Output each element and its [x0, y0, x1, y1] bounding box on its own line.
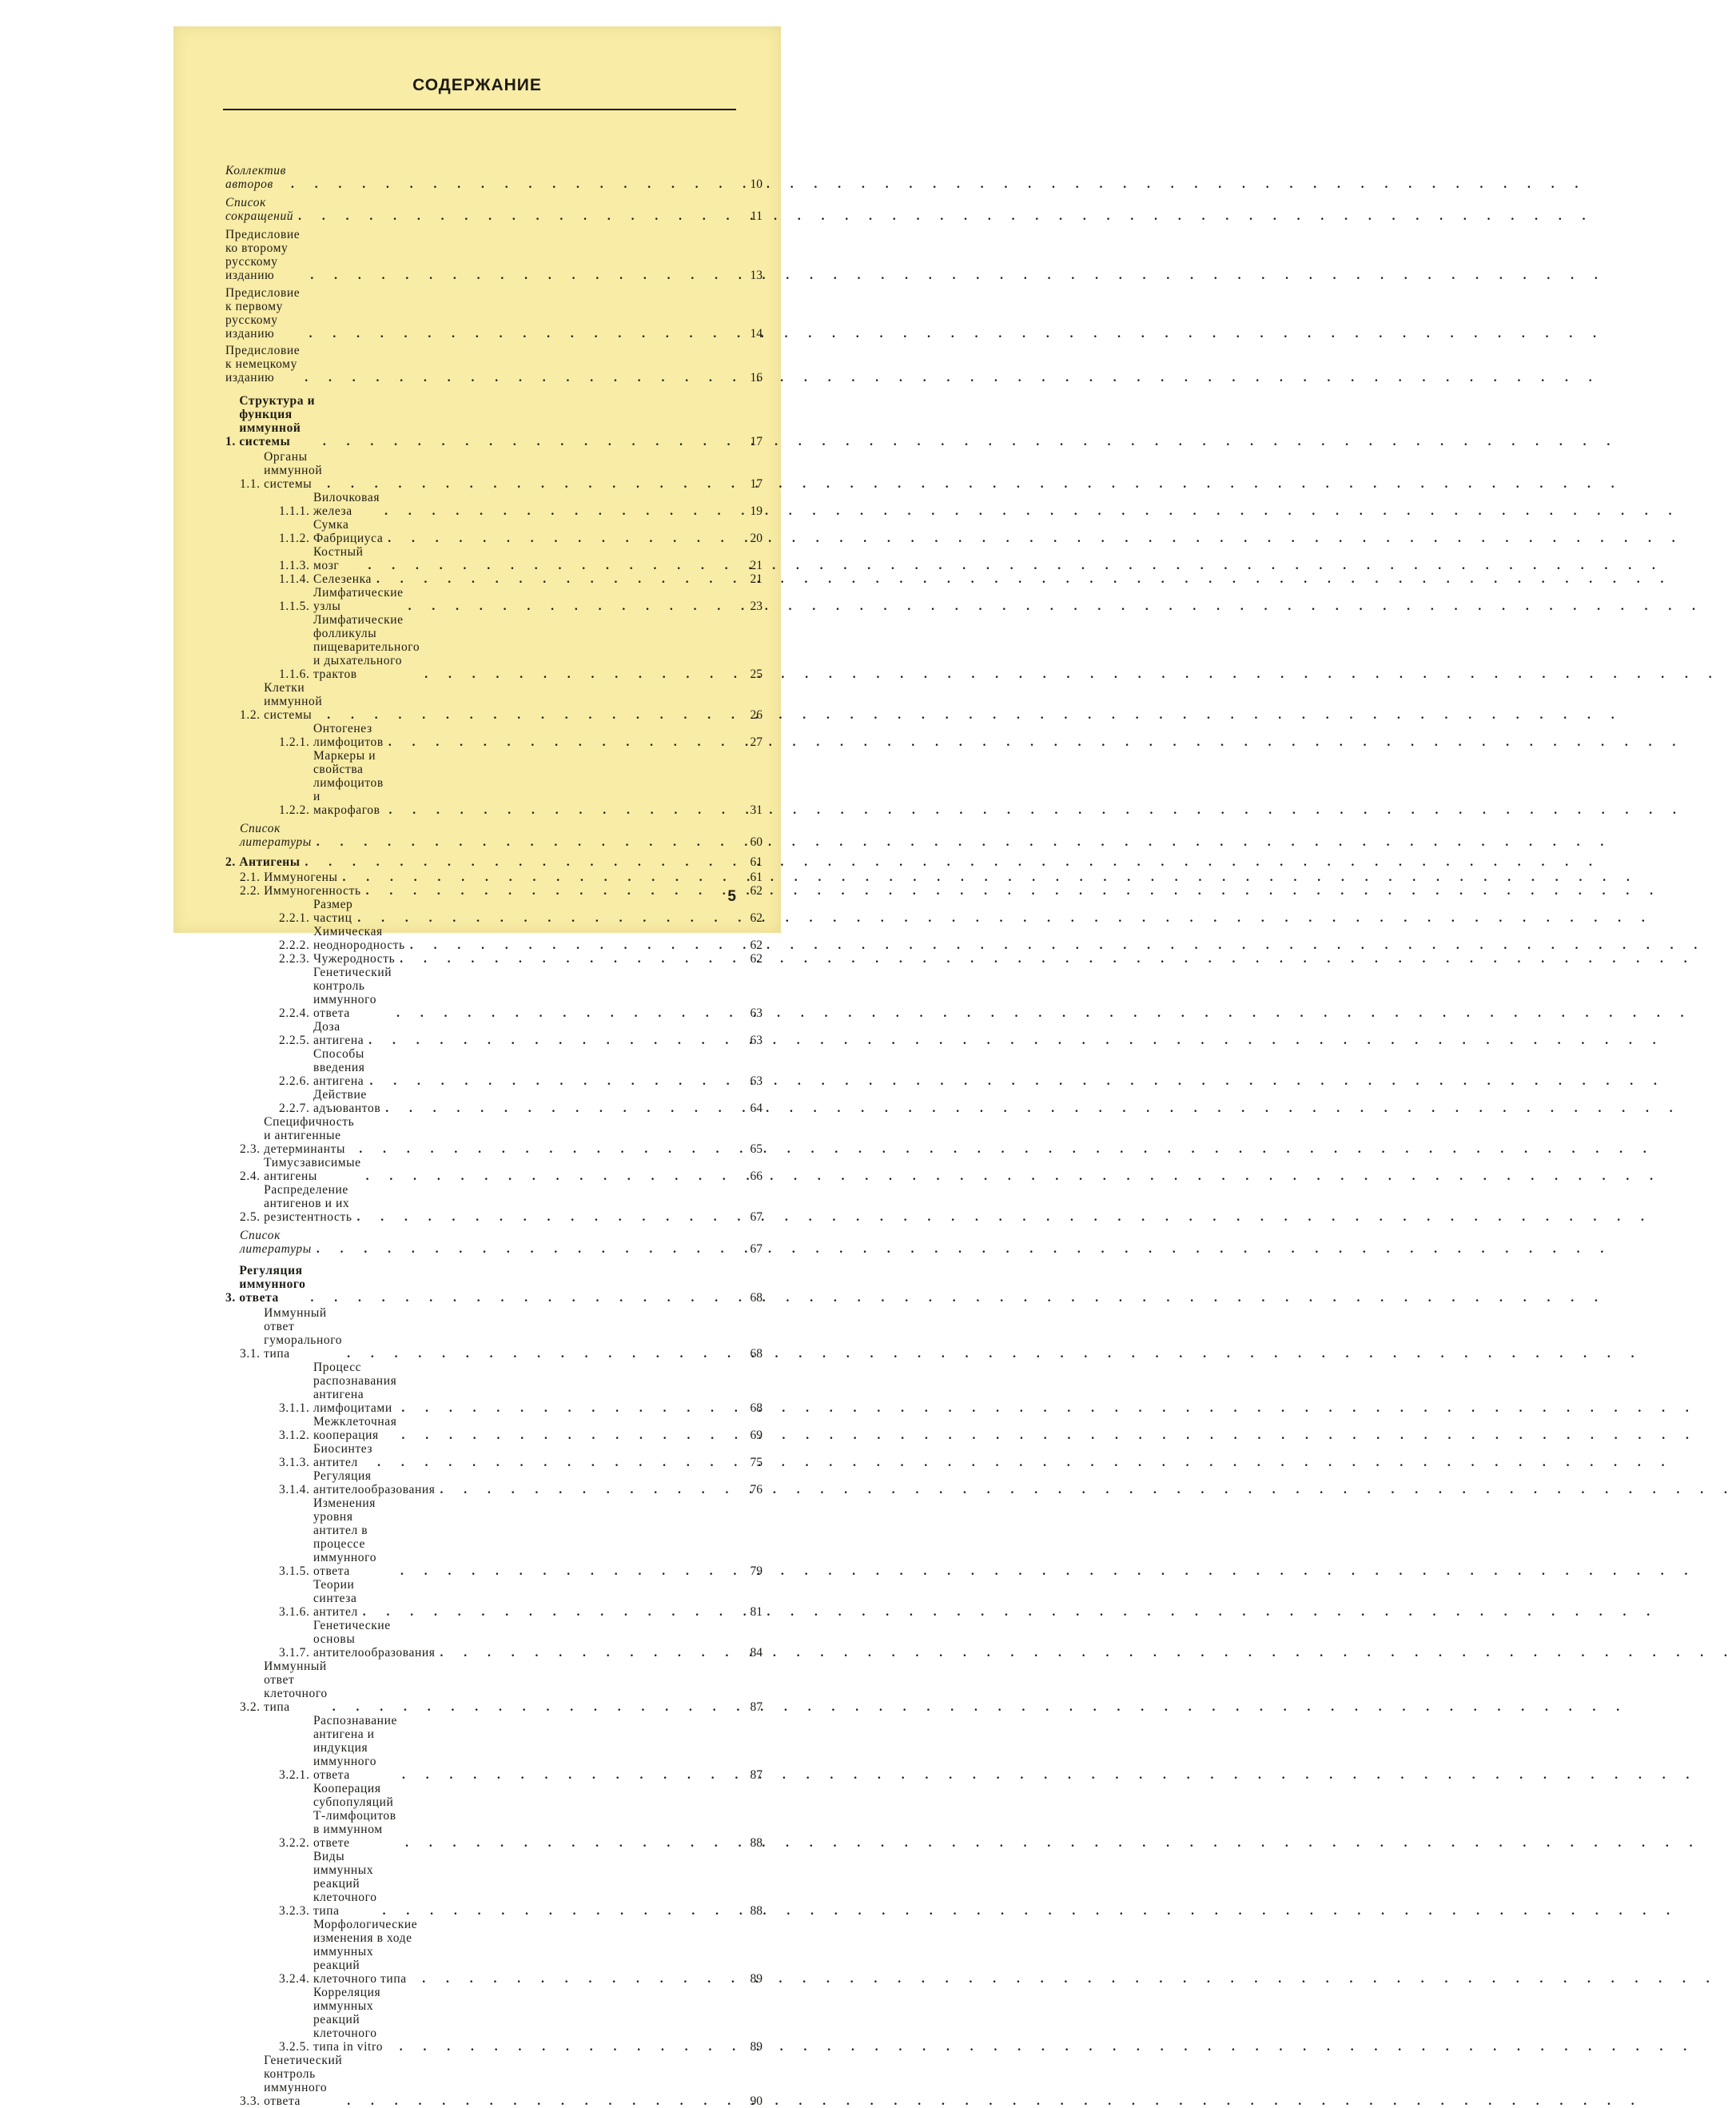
toc-entry-number: 1.1. [240, 477, 265, 491]
toc-entry-number: 3.1.6. [279, 1605, 313, 1619]
dot-leader [400, 1836, 727, 1850]
dot-leader [417, 1972, 727, 1986]
dot-leader [392, 1006, 727, 1020]
toc-entry-title: Генетический контроль иммунного ответа [264, 2054, 343, 2108]
toc-entry-title: Виды иммунных реакций клеточного типа [313, 1850, 377, 1918]
toc-entry-number: 3. [225, 1291, 240, 1305]
dot-leader [318, 435, 727, 448]
toc-entry [225, 228, 762, 282]
dot-leader [342, 2094, 727, 2108]
toc-entry [225, 196, 762, 223]
toc-entry-title: Специфичность и антигенные детерминанты [264, 1115, 355, 1156]
toc-entry [225, 1660, 762, 1714]
toc-entry-title: Список литературы [240, 822, 312, 849]
toc-entry-title: Клетки иммунной системы [264, 681, 323, 722]
toc-entry-number: 1.1.6. [279, 667, 313, 681]
toc-entry-page: 17 [750, 477, 762, 491]
toc-entry [225, 1496, 762, 1578]
toc-entry-page: 66 [750, 1170, 762, 1183]
dot-leader [372, 1456, 727, 1469]
toc-entry [225, 1264, 762, 1305]
toc-entry-number: 2.2. [240, 884, 265, 898]
dot-leader [420, 667, 727, 681]
toc-entry-title: Маркеры и свойства лимфоцитов и макрофагов [313, 749, 384, 817]
toc-entry-title: Костный мозг [313, 545, 364, 572]
toc-entry-page: 14 [750, 327, 762, 341]
toc-entry-number: 2.2.7. [279, 1102, 313, 1115]
toc-entry-page: 62 [750, 884, 762, 898]
toc-entry-page: 67 [750, 1242, 762, 1256]
toc-entry [225, 1469, 762, 1496]
dot-leader [384, 803, 728, 817]
toc-entry-title: Лимфатические фолликулы пищеварительного и дыхательного трактов [313, 613, 420, 681]
toc-entry-title: Предисловие к первому русскому изданию [225, 286, 301, 341]
toc-entry-title: Онтогенез лимфоцитов [313, 722, 384, 749]
toc-entry [225, 1986, 762, 2054]
toc-entry-number: 3.1.4. [279, 1483, 313, 1496]
dot-leader [364, 559, 727, 572]
toc-entry-page: 68 [750, 1291, 762, 1305]
toc-entry [225, 286, 762, 341]
toc-entry-title: Действие адъювантов [313, 1088, 381, 1115]
dot-leader [397, 1768, 727, 1782]
toc-entry [225, 1619, 762, 1660]
toc-entry-number: 2.4. [240, 1170, 265, 1183]
toc-entry-title: Распознавание антигена и индукция иммунного ответа [313, 1714, 397, 1782]
toc-entry-title: Теории синтеза антител [313, 1578, 358, 1619]
dot-leader [396, 1564, 727, 1578]
dot-leader [300, 371, 727, 385]
toc-entry-number: 3.2.5. [279, 2040, 313, 2054]
toc-entry-number: 3.2.4. [279, 1972, 313, 1986]
toc-entry-page: 76 [750, 1483, 762, 1496]
toc-entry-title: Селезенка [313, 572, 372, 586]
toc-entry-page: 87 [750, 1768, 762, 1782]
dot-leader [404, 600, 727, 613]
toc-entry-number: 3.1.2. [279, 1429, 313, 1442]
dot-leader [322, 708, 727, 722]
toc-entry-page: 90 [750, 2094, 762, 2108]
toc-entry-title: Иммуногенность [264, 884, 361, 898]
dot-leader [436, 1483, 728, 1496]
dot-leader [305, 269, 727, 282]
toc-entry-page: 27 [750, 735, 762, 749]
toc-entry [225, 884, 762, 898]
toc-entry-page: 21 [750, 572, 762, 586]
toc-entry [225, 344, 762, 385]
toc-entry-page: 75 [750, 1456, 762, 1469]
toc-entry [225, 898, 762, 925]
toc-entry-title: Коллектив авторов [225, 164, 286, 191]
toc-entry-page: 87 [750, 1700, 762, 1714]
dot-leader [384, 735, 727, 749]
toc-entry-page: 61 [750, 871, 762, 884]
toc-entry-number: 3.3. [240, 2094, 265, 2108]
toc-entry [225, 681, 762, 722]
toc-entry-page: 69 [750, 1429, 762, 1442]
toc-entry-number: 3.1.5. [279, 1564, 313, 1578]
dot-leader [293, 209, 727, 223]
toc-entry-page: 16 [750, 371, 762, 385]
toc-entry-title: Межклеточная кооперация [313, 1415, 397, 1442]
toc-entry-page: 88 [750, 1836, 762, 1850]
dot-leader [372, 572, 727, 586]
dot-leader [436, 1646, 728, 1660]
table-of-contents [225, 145, 762, 2108]
toc-entry [225, 722, 762, 749]
toc-entry [225, 1229, 762, 1256]
toc-entry-page: 84 [750, 1646, 762, 1660]
toc-entry-number: 3.2.1. [279, 1768, 313, 1782]
toc-entry-title: Вилочковая железа [313, 491, 380, 518]
toc-entry-page: 17 [750, 435, 762, 448]
toc-entry [225, 822, 762, 849]
toc-entry [225, 1361, 762, 1415]
dot-leader [301, 855, 727, 869]
toc-entry-title: Биосинтез антител [313, 1442, 373, 1469]
toc-entry-number: 3.2. [240, 1700, 265, 1714]
toc-entry-page: 21 [750, 559, 762, 572]
toc-entry [225, 572, 762, 586]
toc-entry-page: 19 [750, 504, 762, 518]
dot-leader [328, 1700, 727, 1714]
toc-entry-page: 25 [750, 667, 762, 681]
toc-entry-title: Корреляция иммунных реакций клеточного типа in vitro [313, 1986, 384, 2054]
toc-entry-page: 68 [750, 1401, 762, 1415]
toc-entry-page: 20 [750, 532, 762, 545]
dot-leader [364, 1034, 727, 1047]
toc-entry-page: 62 [750, 911, 762, 925]
toc-entry [225, 1714, 762, 1782]
toc-entry-number: 1. [225, 435, 240, 448]
toc-entry-number: 2.2.2. [279, 938, 313, 952]
toc-entry-title: Регуляция иммунного ответа [239, 1264, 306, 1305]
dot-leader [352, 1210, 727, 1224]
book-page [173, 26, 781, 2108]
toc-entry-title: Химическая неоднородность [313, 925, 405, 952]
toc-entry-page: 60 [750, 835, 762, 849]
toc-entry-number: 3.1.7. [279, 1646, 313, 1660]
toc-entry-title: Процесс распознавания антигена лимфоцитами [313, 1361, 397, 1415]
toc-entry [225, 1183, 762, 1224]
toc-entry-title: Доза антигена [313, 1020, 364, 1047]
toc-entry [225, 1850, 762, 1918]
toc-entry-page: 23 [750, 600, 762, 613]
page-number: 5 [727, 888, 736, 905]
toc-entry [225, 164, 762, 191]
toc-entry-page: 64 [750, 1102, 762, 1115]
toc-entry [225, 1782, 762, 1850]
toc-entry-number: 1.2. [240, 708, 265, 722]
toc-entry-number: 3.2.2. [279, 1836, 313, 1850]
toc-entry [225, 1156, 762, 1183]
dot-leader [378, 1904, 727, 1918]
toc-entry-number: 2.1. [240, 871, 265, 884]
dot-leader [312, 1242, 727, 1256]
toc-entry-number: 1.1.5. [279, 600, 313, 613]
dot-leader [305, 327, 727, 341]
toc-entry [225, 450, 762, 491]
toc-entry-page: 88 [750, 1904, 762, 1918]
toc-entry-title: Тимусзависимые антигены [264, 1156, 361, 1183]
dot-leader [395, 952, 727, 966]
toc-entry [225, 925, 762, 952]
toc-entry-title: Органы иммунной системы [264, 450, 323, 491]
toc-entry-page: 62 [750, 952, 762, 966]
dot-leader [380, 504, 727, 518]
dot-leader [405, 938, 727, 952]
toc-entry [225, 1306, 762, 1361]
toc-entry-page: 63 [750, 1006, 762, 1020]
toc-entry-page: 11 [751, 209, 762, 223]
toc-entry-page: 63 [750, 1074, 762, 1088]
toc-entry-page: 89 [750, 2040, 762, 2054]
toc-entry [225, 2054, 762, 2108]
toc-entry [225, 749, 762, 817]
toc-entry-title: Кооперация субпопуляций Т-лимфоцитов в иммунном ответе [313, 1782, 396, 1850]
dot-leader [380, 1102, 727, 1115]
toc-entry-number: 3.2.3. [279, 1904, 313, 1918]
toc-entry-number: 2. [225, 855, 240, 869]
toc-entry-number: 2.5. [240, 1210, 265, 1224]
dot-leader [358, 1605, 727, 1619]
toc-entry-number: 2.2.1. [279, 911, 313, 925]
toc-entry-number: 2.3. [240, 1142, 265, 1156]
toc-entry-title: Генетические основы антителообразования [313, 1619, 436, 1660]
dot-leader [395, 2040, 727, 2054]
dot-leader [361, 1170, 727, 1183]
toc-entry-title: Список литературы [240, 1229, 312, 1256]
toc-entry-page: 13 [750, 269, 762, 282]
dot-leader [286, 177, 727, 191]
toc-entry-title: Морфологические изменения в ходе иммунных реакций клеточного типа [313, 1918, 418, 1986]
toc-entry-title: Регуляция антителообразования [313, 1469, 436, 1496]
toc-entry-page: 10 [750, 177, 762, 191]
toc-entry-title: Генетический контроль иммунного ответа [313, 966, 392, 1020]
toc-entry [225, 394, 762, 448]
toc-entry-number: 3.1.1. [279, 1401, 313, 1415]
toc-entry [225, 1088, 762, 1115]
toc-entry-title: Сумка Фабрициуса [313, 518, 384, 545]
toc-entry [225, 1442, 762, 1469]
toc-entry-number: 2.2.6. [279, 1074, 313, 1088]
toc-entry [225, 545, 762, 572]
toc-entry [225, 1047, 762, 1088]
toc-entry [225, 518, 762, 545]
dot-leader [396, 1429, 727, 1442]
toc-entry [225, 586, 762, 613]
toc-entry [225, 1115, 762, 1156]
dot-leader [354, 1142, 727, 1156]
toc-entry-page: 31 [750, 803, 762, 817]
dot-leader [383, 532, 727, 545]
toc-entry-title: Иммуногены [264, 871, 338, 884]
toc-entry-number: 1.1.3. [279, 559, 313, 572]
toc-entry-number: 2.2.3. [279, 952, 313, 966]
toc-entry [225, 1578, 762, 1619]
toc-entry [225, 1415, 762, 1442]
toc-entry-page: 62 [750, 938, 762, 952]
toc-entry-title: Иммунный ответ клеточного типа [264, 1660, 328, 1714]
toc-entry-title: Распределение антигенов и их резистентность [264, 1183, 352, 1224]
toc-entry-page: 61 [750, 855, 762, 869]
toc-entry-number: 3.1.3. [279, 1456, 313, 1469]
toc-entry [225, 966, 762, 1020]
toc-entry-title: Антигены [239, 855, 301, 869]
toc-entry-title: Структура и функция иммунной системы [239, 394, 316, 448]
toc-entry-number: 3.1. [240, 1347, 265, 1361]
toc-entry [225, 1020, 762, 1047]
toc-entry [225, 952, 762, 966]
toc-entry-number: 2.2.4. [279, 1006, 313, 1020]
dot-leader [352, 911, 727, 925]
dot-leader [306, 1291, 727, 1305]
toc-entry [225, 871, 762, 884]
toc-entry-page: 67 [750, 1210, 762, 1224]
dot-leader [322, 477, 727, 491]
toc-entry [225, 491, 762, 518]
toc-entry-number: 1.1.2. [279, 532, 313, 545]
dot-leader [396, 1401, 727, 1415]
toc-entry-title: Иммунный ответ гуморального типа [264, 1306, 343, 1361]
toc-entry [225, 855, 762, 869]
dot-leader [361, 884, 727, 898]
toc-entry-page: 79 [750, 1564, 762, 1578]
toc-entry-title: Предисловие к немецкому изданию [225, 344, 301, 385]
dot-leader [364, 1074, 727, 1088]
toc-entry-title: Размер частиц [313, 898, 353, 925]
toc-entry-page: 81 [750, 1605, 762, 1619]
toc-entry-title: Способы введения антигена [313, 1047, 365, 1088]
toc-entry-page: 65 [750, 1142, 762, 1156]
toc-entry-page: 63 [750, 1034, 762, 1047]
toc-entry-title: Предисловие ко второму русскому изданию [225, 228, 301, 282]
page-title: СОДЕРЖАНИЕ [412, 76, 542, 94]
dot-leader [312, 835, 727, 849]
title-rule [223, 109, 736, 110]
toc-entry-page: 68 [750, 1347, 762, 1361]
toc-entry-title: Изменения уровня антител в процессе иммунного ответа [313, 1496, 377, 1578]
toc-entry-page: 26 [750, 708, 762, 722]
toc-entry-number: 1.1.4. [279, 572, 313, 586]
toc-entry-number: 1.2.2. [279, 803, 313, 817]
dot-leader [342, 1347, 727, 1361]
toc-entry [225, 1918, 762, 1986]
toc-entry-title: Список сокращений [225, 196, 294, 223]
toc-entry-number: 1.2.1. [279, 735, 313, 749]
toc-entry [225, 613, 762, 681]
toc-entry-number: 1.1.1. [279, 504, 313, 518]
toc-entry-title: Чужеродность [313, 952, 396, 966]
toc-entry-number: 2.2.5. [279, 1034, 313, 1047]
toc-entry-title: Лимфатические узлы [313, 586, 404, 613]
dot-leader [337, 871, 727, 884]
toc-entry-page: 89 [750, 1972, 762, 1986]
